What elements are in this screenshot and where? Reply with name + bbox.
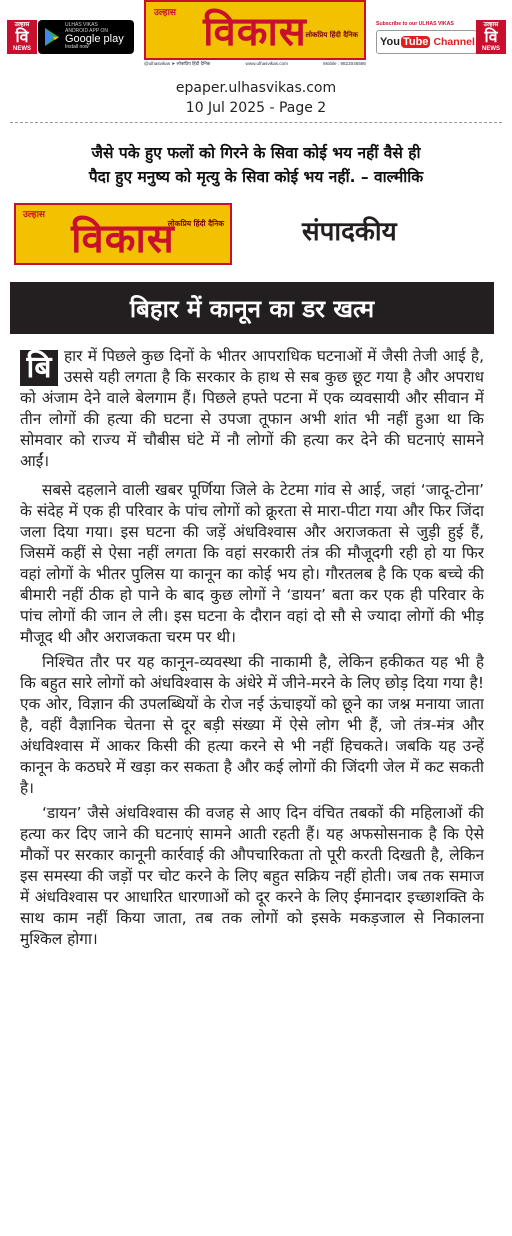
tile-small-text: उल्हास — [14, 21, 30, 28]
section-logo — [14, 203, 232, 265]
tile-caption: NEWS — [482, 46, 500, 52]
app-label-top: ULHAS VIKAS — [65, 22, 98, 29]
logo-footer — [144, 61, 366, 71]
ulhas-vikas-news-tile-left[interactable] — [7, 20, 37, 54]
app-install-text: Install now — [65, 44, 89, 51]
edition-site[interactable]: epaper.ulhasvikas.com — [175, 80, 337, 96]
paragraph-1-text: हार में पिछले कुछ दिनों के भीतर आपराधिक घटनाओं में जैसी तेजी आई है, उससे यही लगता है कि सरकार के हाथ से सब कुछ छूट गया है और अपराध को अंजाम देने वाले बेलगाम हैं। पिछले हफ्ते पटना में एक व्यवसायी और सीवान में तीन लोगों की हत्या की घटना से उपजा तूफान अभी शांत भी नहीं हुआ था कि सोमवार को राज्य में चौबीस घंटे में नौ लोगों की हत्या कर देने की घटनाएं सामने आईं। — [20, 347, 484, 470]
section-logo-box — [14, 203, 232, 265]
headline-banner — [10, 282, 494, 334]
edition-date-page: 10 Jul 2025 - Page 2 — [185, 100, 327, 116]
section-logo-prefix: उल्हास — [23, 210, 46, 220]
ulhas-vikas-news-tile-right[interactable] — [476, 20, 506, 54]
masthead — [0, 0, 512, 76]
logo-prefix: उल्हास — [154, 8, 177, 18]
logo-tagline: लोकप्रिय हिंदी दैनिक — [305, 31, 358, 39]
paragraph-4-text: ‘डायन’ जैसे अंधविश्वास की वजह से आए दिन वंचित तबकों की महिलाओं की हत्या कर दिए जाने की घटनाएं सामने आती रहती हैं। यह अफसोसनाक है कि ऐसे मौकों पर सरकार कानूनी कार्रवाई की औपचारिकता तो पूरी करती दिखती है, लेकिन इस समस्या की जड़ों पर चोट करने के लिए बहुत सक्रिय नहीं होती। जब तक समाज में अंधविश्वास पर आधारित धारणाओं को दूर करने के लिए ईमानदार इच्छाशक्ति के साथ काम नहीं किया जाता, तब तक लोगों को इसके मकड़जाल से निकालना मुश्किल होगा। — [20, 804, 484, 948]
section-title: संपादकीय — [302, 217, 397, 247]
tile-big-text: वि — [484, 27, 498, 46]
article-headline: बिहार में कानून का डर खत्म — [129, 294, 375, 323]
article-body — [20, 346, 484, 1226]
article-paragraph-1 — [20, 346, 484, 472]
main-logo[interactable] — [144, 0, 366, 60]
play-store-icon — [43, 27, 61, 47]
drop-cap: बि — [20, 350, 58, 386]
article-paragraph-3 — [20, 652, 484, 799]
app-store-name: Google play — [65, 32, 124, 45]
tile-caption: NEWS — [13, 46, 31, 52]
section-logo-main: विकास — [71, 216, 175, 262]
youtube-channel-button[interactable] — [376, 30, 477, 54]
logo-box — [144, 0, 366, 60]
article-paragraph-4 — [20, 803, 484, 950]
top-divider — [10, 122, 502, 124]
tile-big-text: वि — [15, 27, 29, 46]
logo-footer-mobile: Mobile : 9822046586 — [323, 61, 366, 66]
logo-footer-site: www.ulhasvikas.com — [245, 61, 288, 66]
subscribe-text: Subscribe to our ULHAS VIKAS — [376, 21, 454, 27]
section-logo-tagline: लोकप्रिय हिंदी दैनिक — [167, 219, 224, 228]
google-play-button[interactable] — [38, 20, 134, 54]
article-paragraph-2 — [20, 480, 484, 648]
paragraph-2-text: सबसे दहलाने वाली खबर पूर्णिया जिले के टेटमा गांव से आई, जहां ‘जादू-टोना’ के संदेह में एक ही परिवार के पांच लोगों को क्रूरता से मारा-पीटा गया और फिर जिंदा जला दिया गया। इस घटना की जड़ें अंधविश्वास और अराजकता से जुड़ी हुई हैं, जिसमें कहीं से ऐसा नहीं लगता कि वहां सरकारी तंत्र की मौजूदगी रही हो या फिर वहां लोगों के भीतर पुलिस या कानून का कोई भय हो। गौरतलब है कि एक बच्चे की बीमारी नहीं ठीक हो पाने के बाद कुछ लोगों ने ‘डायन’ बता कर एक ही परिवार के पांच लोगों की जान ले ली। इस घटना के दौरान वहां दो सौ से ज्यादा लोगों की भीड़ मौजूद थी और अराजकता चरम पर थी। — [20, 481, 484, 646]
paragraph-3-text: निश्चित तौर पर यह कानून-व्यवस्था की नाकामी है, लेकिन हकीकत यह भी है कि बहुत सारे लोगों को अंधविश्वास के अंधेरे में जीने-मरने के लिए छोड़ दिया गया है! एक ओर, विज्ञान की उपलब्धियों के रोज नई ऊंचाइयों को छूने का जश्न मनाया जाता है, वहीं वैज्ञानिक चेतना से दूर बड़ी संख्या में ऐसे लोग भी हैं, जो तंत्र-मंत्र और अंधविश्वास में आकर किसी की हत्या करने से भी नहीं हिचकते। जबकि यह उन्हें कानून के कठघरे में खड़ा कर सकता है और कई लोगों की जिंदगी जेल में कट सकती है। — [20, 653, 484, 797]
youtube-tube-badge: Tube — [402, 36, 429, 48]
logo-main-text: विकास — [203, 9, 307, 55]
quote-line-2: पैदा हुए मनुष्य को मृत्यु के सिवा कोई भय नहीं. – वाल्मीकि — [88, 168, 424, 186]
app-label-mid: ANDROID APP ON — [65, 27, 108, 34]
youtube-you-text: You — [380, 36, 400, 48]
youtube-channel-text: Channel — [433, 36, 475, 48]
quote-line-1: जैसे पके हुए फलों को गिरने के सिवा कोई भय नहीं वैसे ही — [91, 144, 421, 162]
logo-footer-left: @ulhasvikas ➤ लोकप्रिय हिंदी दैनिक — [144, 61, 211, 66]
tile-small-text: उल्हास — [483, 21, 499, 28]
